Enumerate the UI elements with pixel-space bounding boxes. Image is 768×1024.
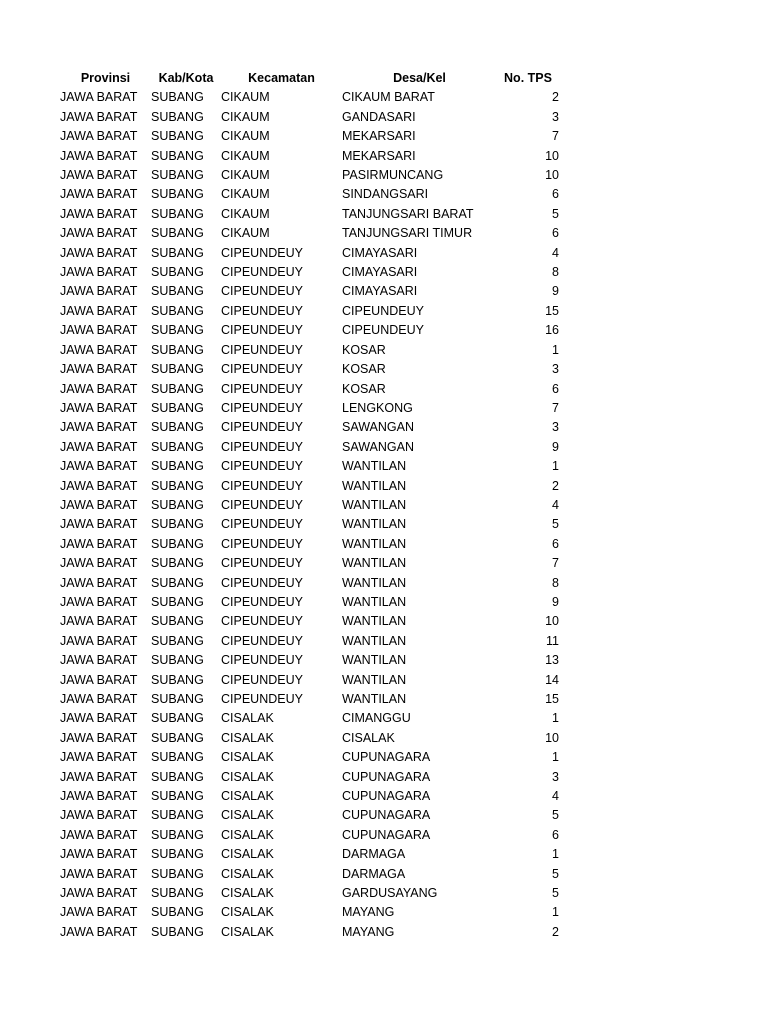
table-row: [60, 496, 559, 515]
cell-kab-kota: SUBANG: [151, 284, 204, 299]
table-row: [60, 632, 559, 651]
cell-provinsi: JAWA BARAT: [60, 206, 138, 221]
cell-kecamatan: CIPEUNDEUY: [221, 517, 303, 532]
cell-provinsi: JAWA BARAT: [60, 924, 138, 939]
cell-kab-kota: SUBANG: [151, 827, 204, 842]
cell-kecamatan: CISALAK: [221, 711, 274, 726]
cell-provinsi: JAWA BARAT: [60, 789, 138, 804]
table-row: [60, 108, 559, 127]
cell-desa-kel: DARMAGA: [342, 847, 406, 862]
cell-kecamatan: CISALAK: [221, 847, 274, 862]
cell-kecamatan: CIKAUM: [221, 168, 270, 183]
cell-kecamatan: CISALAK: [221, 924, 274, 939]
table-row: [60, 845, 559, 864]
cell-no-tps: 4: [552, 497, 559, 512]
cell-desa-kel: CISALAK: [342, 730, 395, 745]
cell-kab-kota: SUBANG: [151, 924, 204, 939]
cell-kecamatan: CIPEUNDEUY: [221, 420, 303, 435]
cell-kab-kota: SUBANG: [151, 226, 204, 241]
table-row: [60, 302, 559, 321]
cell-kecamatan: CIPEUNDEUY: [221, 556, 303, 571]
cell-no-tps: 6: [552, 226, 559, 241]
tps-table: [60, 69, 559, 942]
cell-provinsi: JAWA BARAT: [60, 517, 138, 532]
cell-kecamatan: CIKAUM: [221, 148, 270, 163]
cell-no-tps: 11: [546, 633, 559, 648]
cell-no-tps: 16: [545, 323, 559, 338]
cell-provinsi: JAWA BARAT: [60, 342, 138, 357]
cell-provinsi: JAWA BARAT: [60, 478, 138, 493]
cell-provinsi: JAWA BARAT: [60, 439, 138, 454]
cell-kecamatan: CISALAK: [221, 886, 274, 901]
cell-desa-kel: CIMAYASARI: [342, 284, 418, 299]
cell-kab-kota: SUBANG: [151, 342, 204, 357]
cell-provinsi: JAWA BARAT: [60, 575, 138, 590]
table-row: [60, 768, 559, 787]
table-row: [60, 748, 559, 767]
cell-kab-kota: SUBANG: [151, 187, 204, 202]
cell-desa-kel: GARDUSAYANG: [342, 886, 438, 901]
cell-no-tps: 6: [552, 187, 559, 202]
table-body: [60, 88, 559, 942]
cell-no-tps: 4: [552, 245, 559, 260]
cell-provinsi: JAWA BARAT: [60, 148, 138, 163]
cell-kecamatan: CISALAK: [221, 730, 274, 745]
cell-kecamatan: CISALAK: [221, 827, 274, 842]
cell-kecamatan: CIPEUNDEUY: [221, 323, 303, 338]
table-row: [60, 263, 559, 282]
header-kecamatan: Kecamatan: [248, 71, 315, 85]
cell-no-tps: 1: [552, 905, 559, 920]
cell-desa-kel: WANTILAN: [342, 478, 407, 493]
table-row: [60, 787, 559, 806]
cell-provinsi: JAWA BARAT: [60, 323, 138, 338]
table-row: [60, 244, 559, 263]
cell-no-tps: 1: [552, 459, 559, 474]
cell-kab-kota: SUBANG: [151, 575, 204, 590]
cell-desa-kel: WANTILAN: [342, 614, 407, 629]
cell-desa-kel: CUPUNAGARA: [342, 827, 431, 842]
table-row: [60, 651, 559, 670]
table-row: [60, 690, 559, 709]
cell-kab-kota: SUBANG: [151, 808, 204, 823]
cell-kecamatan: CIPEUNDEUY: [221, 284, 303, 299]
header-row: [60, 69, 559, 88]
cell-kecamatan: CIPEUNDEUY: [221, 614, 303, 629]
cell-desa-kel: CIPEUNDEUY: [342, 303, 424, 318]
table-row: [60, 418, 559, 437]
cell-kecamatan: CIKAUM: [221, 109, 270, 124]
cell-kab-kota: SUBANG: [151, 905, 204, 920]
cell-kecamatan: CIPEUNDEUY: [221, 400, 303, 415]
header-desa-kel: Desa/Kel: [393, 71, 446, 85]
table-row: [60, 205, 559, 224]
table-row: [60, 457, 559, 476]
cell-provinsi: JAWA BARAT: [60, 129, 138, 144]
cell-no-tps: 3: [552, 769, 559, 784]
cell-no-tps: 1: [552, 750, 559, 765]
cell-no-tps: 5: [552, 866, 559, 881]
table-header: [60, 69, 559, 88]
cell-kecamatan: CIKAUM: [221, 226, 270, 241]
cell-provinsi: JAWA BARAT: [60, 303, 138, 318]
cell-no-tps: 4: [552, 789, 559, 804]
cell-kecamatan: CIPEUNDEUY: [221, 303, 303, 318]
cell-kecamatan: CIKAUM: [221, 187, 270, 202]
cell-no-tps: 10: [545, 730, 559, 745]
cell-kab-kota: SUBANG: [151, 168, 204, 183]
cell-kecamatan: CIPEUNDEUY: [221, 245, 303, 260]
cell-provinsi: JAWA BARAT: [60, 400, 138, 415]
cell-desa-kel: MAYANG: [342, 905, 395, 920]
table-row: [60, 185, 559, 204]
cell-no-tps: 5: [552, 808, 559, 823]
cell-desa-kel: CIMANGGU: [342, 711, 411, 726]
cell-provinsi: JAWA BARAT: [60, 711, 138, 726]
cell-kecamatan: CIPEUNDEUY: [221, 478, 303, 493]
header-no-tps: No. TPS: [504, 71, 552, 85]
cell-kab-kota: SUBANG: [151, 323, 204, 338]
cell-kecamatan: CIPEUNDEUY: [221, 594, 303, 609]
cell-provinsi: JAWA BARAT: [60, 168, 138, 183]
cell-kab-kota: SUBANG: [151, 478, 204, 493]
cell-kab-kota: SUBANG: [151, 148, 204, 163]
cell-provinsi: JAWA BARAT: [60, 886, 138, 901]
cell-kab-kota: SUBANG: [151, 866, 204, 881]
cell-provinsi: JAWA BARAT: [60, 614, 138, 629]
cell-no-tps: 1: [552, 342, 559, 357]
cell-no-tps: 7: [552, 556, 559, 571]
cell-kab-kota: SUBANG: [151, 90, 204, 105]
cell-provinsi: JAWA BARAT: [60, 90, 138, 105]
table-row: [60, 671, 559, 690]
cell-kab-kota: SUBANG: [151, 556, 204, 571]
cell-desa-kel: CIPEUNDEUY: [342, 323, 424, 338]
cell-provinsi: JAWA BARAT: [60, 497, 138, 512]
cell-no-tps: 1: [552, 711, 559, 726]
cell-desa-kel: CUPUNAGARA: [342, 750, 431, 765]
cell-desa-kel: CUPUNAGARA: [342, 808, 431, 823]
cell-kab-kota: SUBANG: [151, 129, 204, 144]
cell-kecamatan: CISALAK: [221, 750, 274, 765]
table-row: [60, 923, 559, 942]
cell-desa-kel: SAWANGAN: [342, 439, 414, 454]
cell-desa-kel: WANTILAN: [342, 653, 407, 668]
cell-kab-kota: SUBANG: [151, 265, 204, 280]
cell-no-tps: 10: [545, 168, 559, 183]
cell-no-tps: 14: [545, 672, 559, 687]
cell-provinsi: JAWA BARAT: [60, 808, 138, 823]
cell-kab-kota: SUBANG: [151, 303, 204, 318]
cell-kab-kota: SUBANG: [151, 633, 204, 648]
cell-kab-kota: SUBANG: [151, 672, 204, 687]
cell-desa-kel: TANJUNGSARI BARAT: [342, 206, 474, 221]
cell-desa-kel: CUPUNAGARA: [342, 769, 431, 784]
cell-desa-kel: SINDANGSARI: [342, 187, 429, 202]
cell-kab-kota: SUBANG: [151, 517, 204, 532]
table-row: [60, 399, 559, 418]
table-row: [60, 380, 559, 399]
cell-desa-kel: LENGKONG: [342, 400, 413, 415]
cell-no-tps: 3: [552, 362, 559, 377]
cell-no-tps: 8: [552, 265, 559, 280]
cell-no-tps: 5: [552, 517, 559, 532]
cell-desa-kel: WANTILAN: [342, 497, 407, 512]
cell-kecamatan: CIPEUNDEUY: [221, 342, 303, 357]
cell-kecamatan: CISALAK: [221, 769, 274, 784]
cell-no-tps: 8: [552, 575, 559, 590]
cell-kab-kota: SUBANG: [151, 886, 204, 901]
cell-provinsi: JAWA BARAT: [60, 769, 138, 784]
cell-provinsi: JAWA BARAT: [60, 536, 138, 551]
cell-no-tps: 10: [545, 614, 559, 629]
cell-kecamatan: CISALAK: [221, 905, 274, 920]
table-row: [60, 166, 559, 185]
cell-kab-kota: SUBANG: [151, 594, 204, 609]
cell-no-tps: 6: [552, 536, 559, 551]
table-row: [60, 554, 559, 573]
cell-desa-kel: WANTILAN: [342, 692, 407, 706]
cell-no-tps: 2: [552, 478, 559, 493]
cell-desa-kel: WANTILAN: [342, 517, 407, 532]
cell-provinsi: JAWA BARAT: [60, 265, 138, 280]
cell-provinsi: JAWA BARAT: [60, 672, 138, 687]
table-row: [60, 438, 559, 457]
cell-no-tps: 3: [552, 109, 559, 124]
cell-kab-kota: SUBANG: [151, 769, 204, 784]
cell-kab-kota: SUBANG: [151, 439, 204, 454]
cell-kab-kota: SUBANG: [151, 420, 204, 435]
table-row: [60, 709, 559, 728]
cell-no-tps: 7: [552, 400, 559, 415]
cell-provinsi: JAWA BARAT: [60, 827, 138, 842]
cell-kab-kota: SUBANG: [151, 400, 204, 415]
cell-kab-kota: SUBANG: [151, 497, 204, 512]
cell-desa-kel: MAYANG: [342, 924, 395, 939]
cell-provinsi: JAWA BARAT: [60, 905, 138, 920]
cell-desa-kel: CUPUNAGARA: [342, 789, 431, 804]
cell-no-tps: 5: [552, 886, 559, 901]
cell-desa-kel: WANTILAN: [342, 672, 407, 687]
cell-kab-kota: SUBANG: [151, 245, 204, 260]
cell-provinsi: JAWA BARAT: [60, 459, 138, 474]
cell-kecamatan: CISALAK: [221, 866, 274, 881]
cell-provinsi: JAWA BARAT: [60, 381, 138, 396]
cell-provinsi: JAWA BARAT: [60, 226, 138, 241]
cell-desa-kel: WANTILAN: [342, 556, 407, 571]
cell-kab-kota: SUBANG: [151, 536, 204, 551]
cell-provinsi: JAWA BARAT: [60, 750, 138, 765]
cell-no-tps: 5: [552, 206, 559, 221]
cell-no-tps: 6: [552, 827, 559, 842]
cell-no-tps: 6: [552, 381, 559, 396]
cell-no-tps: 9: [552, 439, 559, 454]
cell-desa-kel: KOSAR: [342, 362, 386, 377]
cell-kab-kota: SUBANG: [151, 711, 204, 726]
cell-desa-kel: DARMAGA: [342, 866, 406, 881]
cell-desa-kel: CIMAYASARI: [342, 245, 418, 260]
cell-provinsi: JAWA BARAT: [60, 730, 138, 745]
cell-provinsi: JAWA BARAT: [60, 245, 138, 260]
cell-kab-kota: SUBANG: [151, 459, 204, 474]
cell-desa-kel: SAWANGAN: [342, 420, 414, 435]
cell-no-tps: 3: [552, 420, 559, 435]
cell-kab-kota: SUBANG: [151, 789, 204, 804]
cell-no-tps: 13: [545, 653, 559, 668]
cell-kecamatan: CIPEUNDEUY: [221, 439, 303, 454]
cell-no-tps: 10: [545, 148, 559, 163]
cell-kecamatan: CISALAK: [221, 808, 274, 823]
header-provinsi: Provinsi: [80, 71, 131, 85]
cell-no-tps: 15: [545, 692, 559, 706]
cell-provinsi: JAWA BARAT: [60, 187, 138, 202]
cell-kecamatan: CIKAUM: [221, 206, 270, 221]
cell-provinsi: JAWA BARAT: [60, 284, 138, 299]
cell-kab-kota: SUBANG: [151, 362, 204, 377]
cell-desa-kel: PASIRMUNCANG: [342, 168, 444, 183]
cell-kab-kota: SUBANG: [151, 653, 204, 668]
cell-provinsi: JAWA BARAT: [60, 420, 138, 435]
cell-kecamatan: CIPEUNDEUY: [221, 653, 303, 668]
table-row: [60, 903, 559, 922]
header-kab-kota: Kab/Kota: [158, 71, 214, 85]
cell-desa-kel: KOSAR: [342, 342, 386, 357]
cell-desa-kel: WANTILAN: [342, 459, 407, 474]
cell-kab-kota: SUBANG: [151, 692, 204, 706]
cell-kecamatan: CIPEUNDEUY: [221, 575, 303, 590]
cell-kecamatan: CIPEUNDEUY: [221, 536, 303, 551]
table-row: [60, 865, 559, 884]
cell-no-tps: 1: [552, 847, 559, 862]
cell-no-tps: 9: [552, 594, 559, 609]
table-row: [60, 147, 559, 166]
table-row: [60, 282, 559, 301]
cell-provinsi: JAWA BARAT: [60, 556, 138, 571]
cell-no-tps: 2: [552, 90, 559, 105]
cell-desa-kel: CIMAYASARI: [342, 265, 418, 280]
table-row: [60, 574, 559, 593]
cell-provinsi: JAWA BARAT: [60, 866, 138, 881]
cell-no-tps: 2: [552, 924, 559, 939]
cell-provinsi: JAWA BARAT: [60, 847, 138, 862]
table-row: [60, 884, 559, 903]
table-row: [60, 806, 559, 825]
cell-no-tps: 7: [552, 129, 559, 144]
table-row: [60, 321, 559, 340]
cell-provinsi: JAWA BARAT: [60, 109, 138, 124]
cell-kab-kota: SUBANG: [151, 381, 204, 396]
table-row: [60, 515, 559, 534]
cell-provinsi: JAWA BARAT: [60, 692, 138, 706]
table-row: [60, 612, 559, 631]
table-row: [60, 224, 559, 243]
cell-kecamatan: CIPEUNDEUY: [221, 381, 303, 396]
table-row: [60, 826, 559, 845]
cell-kecamatan: CIPEUNDEUY: [221, 672, 303, 687]
cell-kab-kota: SUBANG: [151, 109, 204, 124]
cell-desa-kel: WANTILAN: [342, 575, 407, 590]
cell-kab-kota: SUBANG: [151, 614, 204, 629]
cell-kab-kota: SUBANG: [151, 206, 204, 221]
cell-desa-kel: WANTILAN: [342, 594, 407, 609]
cell-provinsi: JAWA BARAT: [60, 594, 138, 609]
cell-desa-kel: GANDASARI: [342, 109, 416, 124]
table-row: [60, 88, 559, 107]
cell-kecamatan: CIKAUM: [221, 129, 270, 144]
cell-kecamatan: CIKAUM: [221, 90, 270, 105]
table-row: [60, 729, 559, 748]
cell-desa-kel: MEKARSARI: [342, 129, 416, 144]
table-row: [60, 593, 559, 612]
table-row: [60, 360, 559, 379]
cell-provinsi: JAWA BARAT: [60, 653, 138, 668]
cell-kecamatan: CIPEUNDEUY: [221, 459, 303, 474]
cell-provinsi: JAWA BARAT: [60, 362, 138, 377]
cell-no-tps: 15: [545, 303, 559, 318]
cell-provinsi: JAWA BARAT: [60, 633, 138, 648]
cell-kab-kota: SUBANG: [151, 847, 204, 862]
cell-desa-kel: WANTILAN: [342, 536, 407, 551]
table-row: [60, 477, 559, 496]
cell-kab-kota: SUBANG: [151, 750, 204, 765]
cell-desa-kel: MEKARSARI: [342, 148, 416, 163]
cell-desa-kel: CIKAUM BARAT: [342, 90, 435, 105]
cell-kecamatan: CIPEUNDEUY: [221, 497, 303, 512]
cell-kecamatan: CIPEUNDEUY: [221, 692, 303, 706]
cell-kecamatan: CIPEUNDEUY: [221, 633, 303, 648]
cell-no-tps: 9: [552, 284, 559, 299]
table-row: [60, 127, 559, 146]
cell-kecamatan: CIPEUNDEUY: [221, 265, 303, 280]
cell-kecamatan: CIPEUNDEUY: [221, 362, 303, 377]
cell-kecamatan: CISALAK: [221, 789, 274, 804]
table-row: [60, 535, 559, 554]
cell-desa-kel: KOSAR: [342, 381, 386, 396]
table-row: [60, 341, 559, 360]
cell-desa-kel: TANJUNGSARI TIMUR: [342, 226, 473, 241]
cell-kab-kota: SUBANG: [151, 730, 204, 745]
cell-desa-kel: WANTILAN: [342, 633, 407, 648]
